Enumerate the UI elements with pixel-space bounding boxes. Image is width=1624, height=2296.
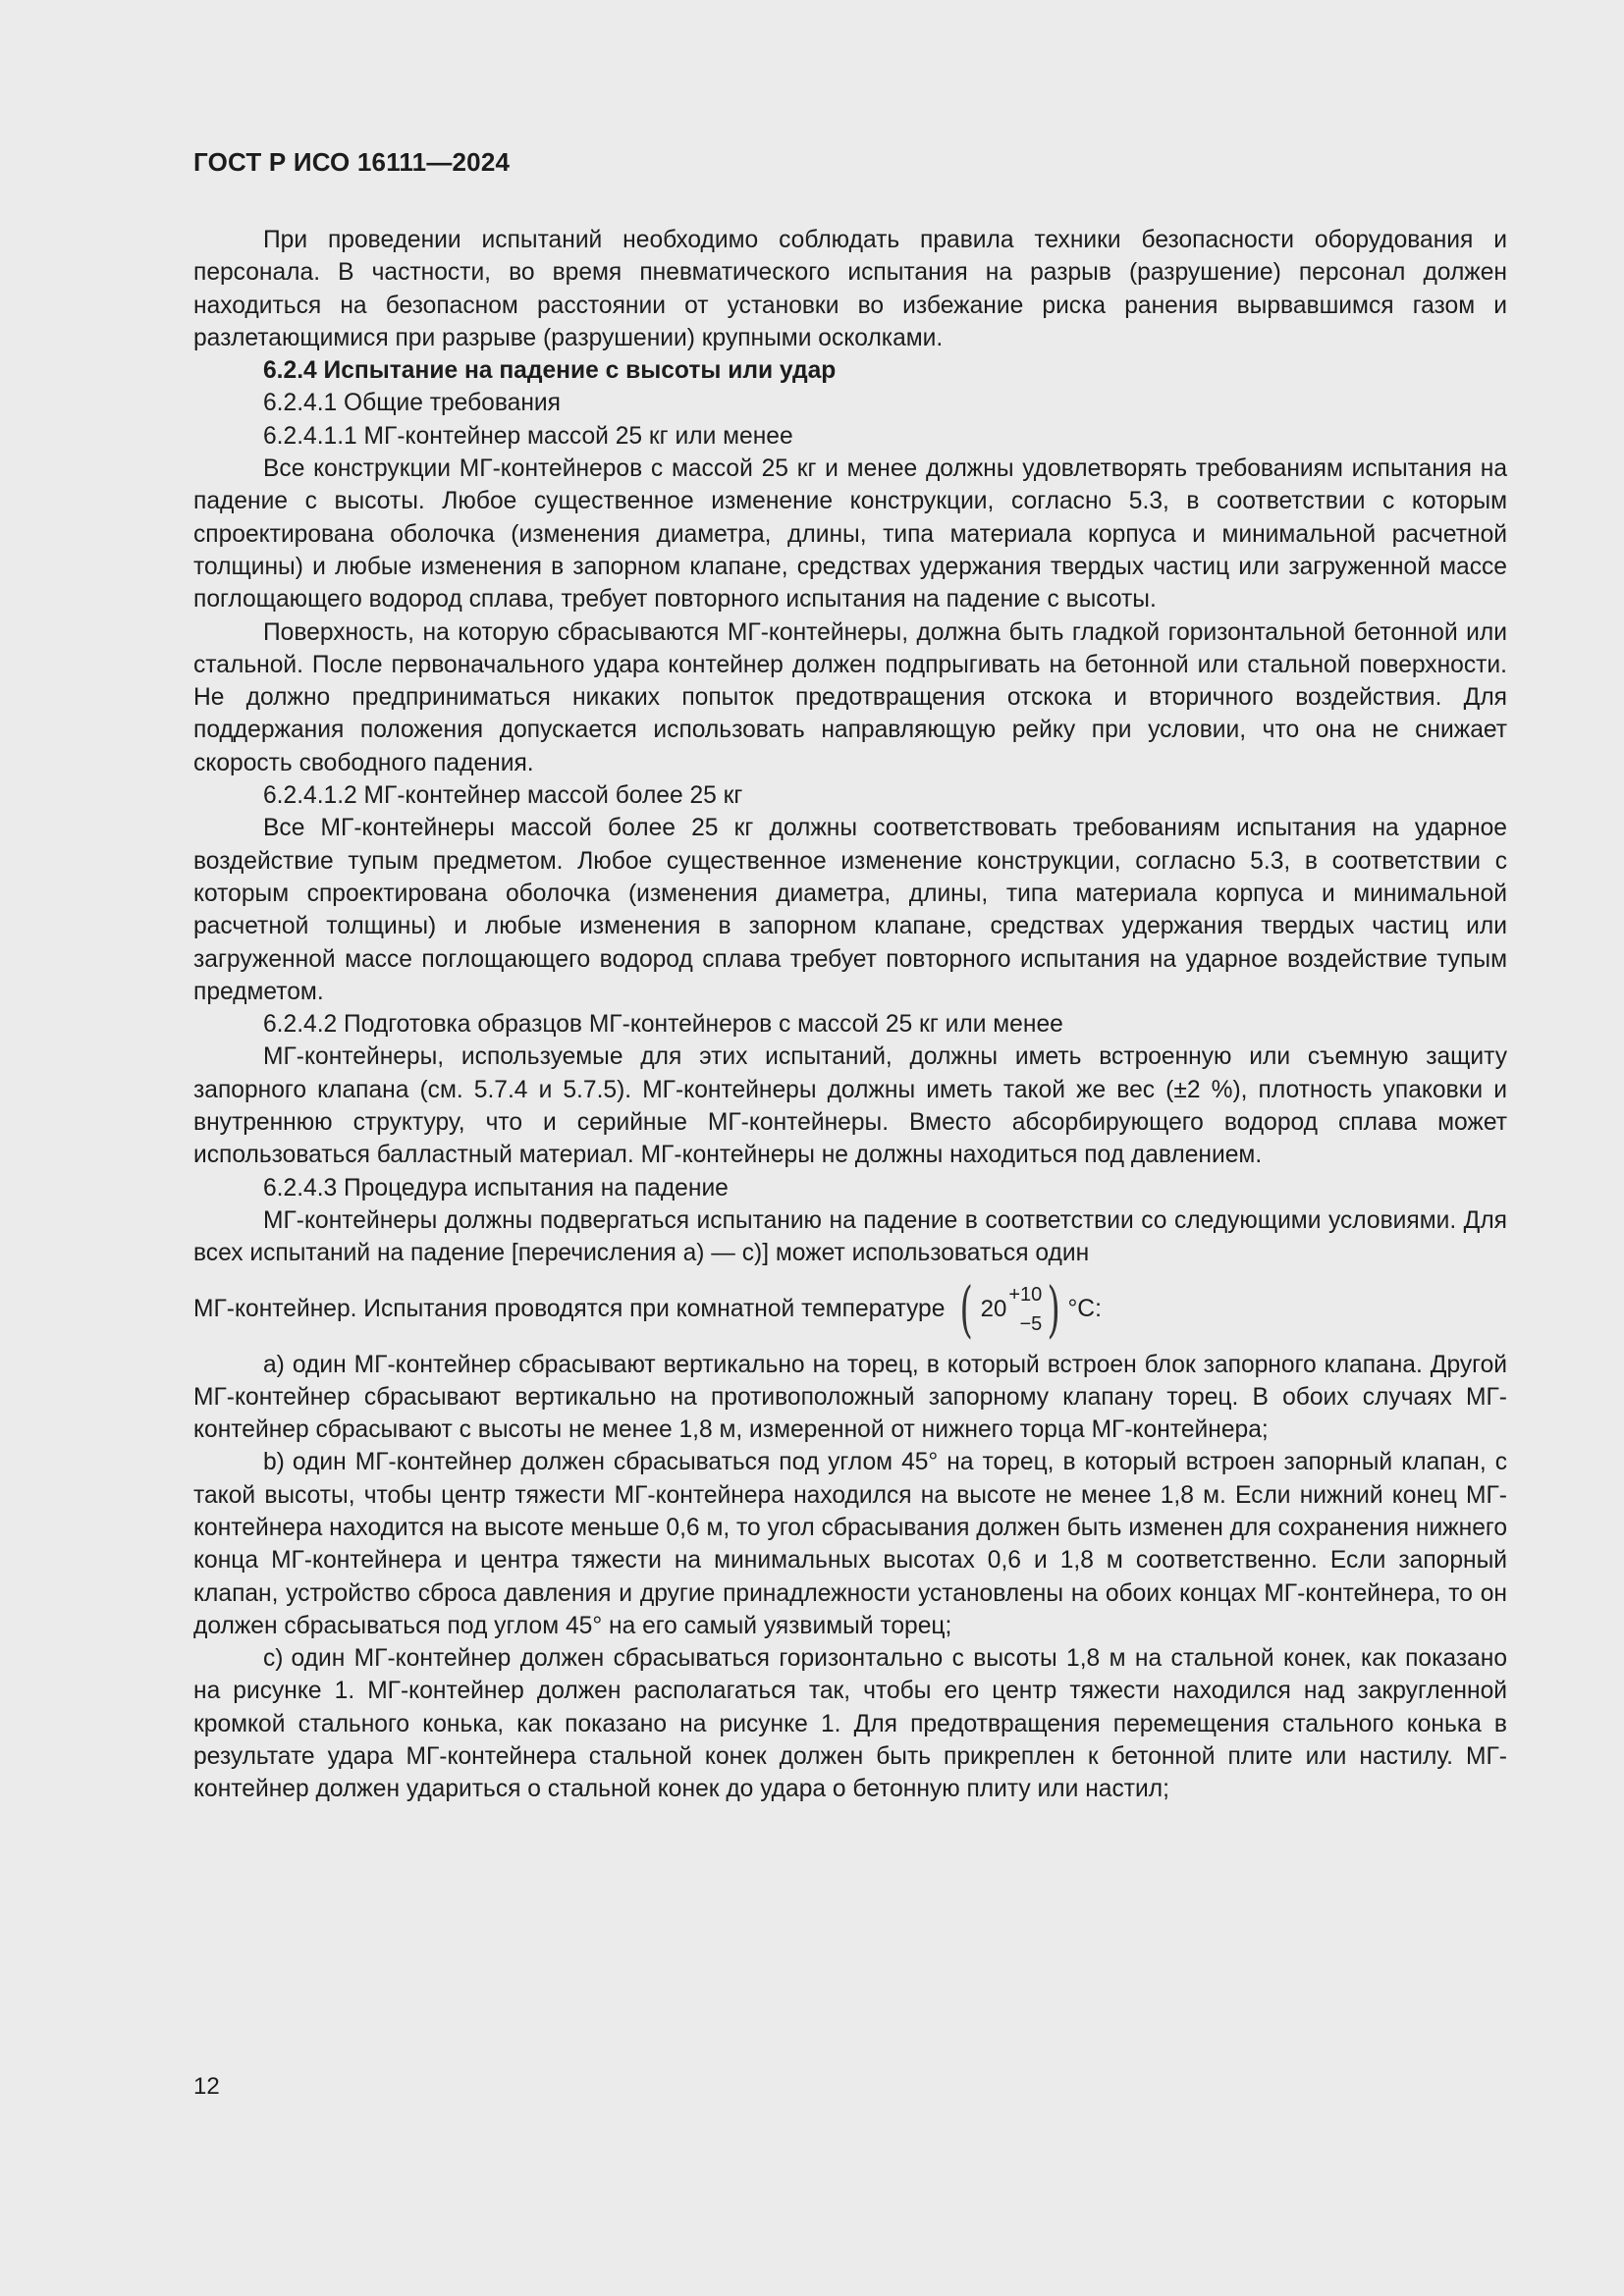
page-number: 12	[193, 2073, 220, 2100]
list-text: один МГ-контейнер должен сбрасываться под углом 45° на торец, в который встроен запорный клапан, с такой высоты, чтобы центр тяжести МГ-контейнера находился на высоте не менее 1,8 м. Если нижний конец МГ-контейнера находится на высоте меньше 0,6 м, то угол сбрасывания должен быть изменен для сохранения нижнего конца МГ-контейнера и центра тяжести на минимальных высотах 0,6 и 1,8 м соответственно. Если запорный клапан, устройство сброса давления и другие принадлежности установлены на обоих концах МГ-контейнера, то он должен сбрасываться под углом 45° на его самый уязвимый торец;	[193, 1449, 1507, 1639]
formula-sup: +10	[1008, 1283, 1043, 1306]
list-text: один МГ-контейнер должен сбрасываться горизонтально с высоты 1,8 м на стальной конек, как показано на рисунке 1. МГ-контейнер должен располагаться так, чтобы его центр тяжести находился над закругленной кромкой стального конька, как показано на рисунке 1. Для предотвращения перемещения стального конька в результате удара МГ-контейнера стальной конек должен быть прикреплен к бетонной плите или настилу. МГ-контейнер должен удариться о стальной конек до удара о бетонную плиту или настил;	[193, 1645, 1507, 1803]
list-label: a)	[263, 1351, 285, 1378]
left-paren: (	[959, 1272, 974, 1345]
subsection-heading: 6.2.4.1.2 МГ-контейнер массой более 25 кг	[263, 782, 743, 810]
subsection-heading: 6.2.4.3 Процедура испытания на падение	[263, 1174, 729, 1201]
paragraph: При проведении испытаний необходимо соблюдать правила техники безопасности оборудования и персонала. В частности, во время пневматического испытания на разрыв (разрушение) персонал должен находиться на безопасном расстоянии от установки во избежание риска ранения вырвавшимся газом и разлетающимися при разрыве (разрушении) крупными осколками.	[193, 227, 1507, 351]
list-item	[193, 1349, 1507, 1447]
formula-line-text: МГ-контейнер. Испытания проводятся при комнатной температуре	[193, 1295, 946, 1322]
paragraph: Все МГ-контейнеры массой более 25 кг должны соответствовать требованиям испытания на ударное воздействие тупым предметом. Любое существенное изменение конструкции, согласно 5.3, в соответствии с которым спроектирована оболочка (изменения диаметра, длины, типа материала корпуса и минимальной расчетной толщины) и любые изменения в запорном клапане, средствах удержания твердых частиц или загруженной массе поглощающего водород сплава требует повторного испытания на ударное воздействие тупым предметом.	[193, 815, 1507, 1005]
subsection-heading: 6.2.4.1.1 МГ-контейнер массой 25 кг или менее	[263, 422, 793, 450]
document-body	[193, 224, 1507, 1806]
document-header: ГОСТ Р ИСО 16111—2024	[193, 147, 511, 177]
list-label: b)	[263, 1449, 285, 1476]
subsection-heading: 6.2.4.1 Общие требования	[263, 390, 561, 417]
list-item	[193, 1446, 1507, 1642]
paragraph: Все конструкции МГ-контейнеров с массой 25 кг и менее должны удовлетворять требованиям испытания на падение с высоты. Любое существенное изменение конструкции, согласно 5.3, в соответствии с которым спроектирована оболочка (изменения диаметра, длины, типа материала корпуса и минимальной расчетной толщины) и любые изменения в запорном клапане, средствах удержания твердых частиц или загруженной массе поглощающего водород сплава, требует повторного испытания на падение с высоты.	[193, 455, 1507, 614]
formula-unit: °С:	[1067, 1295, 1102, 1322]
paragraph: Поверхность, на которую сбрасываются МГ-контейнеры, должна быть гладкой горизонтальной бетонной или стальной. После первоначального удара контейнер должен подпрыгивать на бетонной или стальной поверхности. Не должно предприниматься никаких попыток предотвращения отскока и вторичного воздействия. Для поддержания положения допускается использовать направляющую рейку при условии, что она не снижает скорость свободного падения.	[193, 618, 1507, 776]
list-item	[193, 1642, 1507, 1805]
paragraph: МГ-контейнеры должны подвергаться испытанию на падение в соответствии со следующими условиями. Для всех испытаний на падение [перечисления a) — c)] может использоваться один	[193, 1206, 1507, 1267]
section-heading: 6.2.4 Испытание на падение с высоты или удар	[263, 357, 837, 385]
list-text: один МГ-контейнер сбрасывают вертикально на торец, в который встроен блок запорного клапана. Другой МГ-контейнер сбрасывают вертикально на противоположный запорному клапану торец. В обоих случаях МГ-контейнер сбрасывают с высоты не менее 1,8 м, измеренной от нижнего торца МГ-контейнера;	[193, 1351, 1507, 1444]
formula-base: 20	[980, 1295, 1007, 1322]
list-label: c)	[263, 1645, 284, 1673]
subsection-heading: 6.2.4.2 Подготовка образцов МГ-контейнеров с массой 25 кг или менее	[263, 1011, 1063, 1039]
temperature-formula	[954, 1272, 1065, 1345]
right-paren: )	[1047, 1272, 1061, 1345]
paragraph: МГ-контейнеры, используемые для этих испытаний, должны иметь встроенную или съемную защиту запорного клапана (см. 5.7.4 и 5.7.5). МГ-контейнеры должны иметь такой же вес (±2 %), плотность упаковки и внутреннюю структуру, что и серийные МГ-контейнеры. Вместо абсорбирующего водород сплава может использоваться балластный материал. МГ-контейнеры не должны находиться под давлением.	[193, 1043, 1507, 1169]
formula-line	[193, 1270, 1507, 1349]
formula-tolerance	[1008, 1280, 1042, 1339]
formula-sub: −5	[1019, 1312, 1043, 1335]
